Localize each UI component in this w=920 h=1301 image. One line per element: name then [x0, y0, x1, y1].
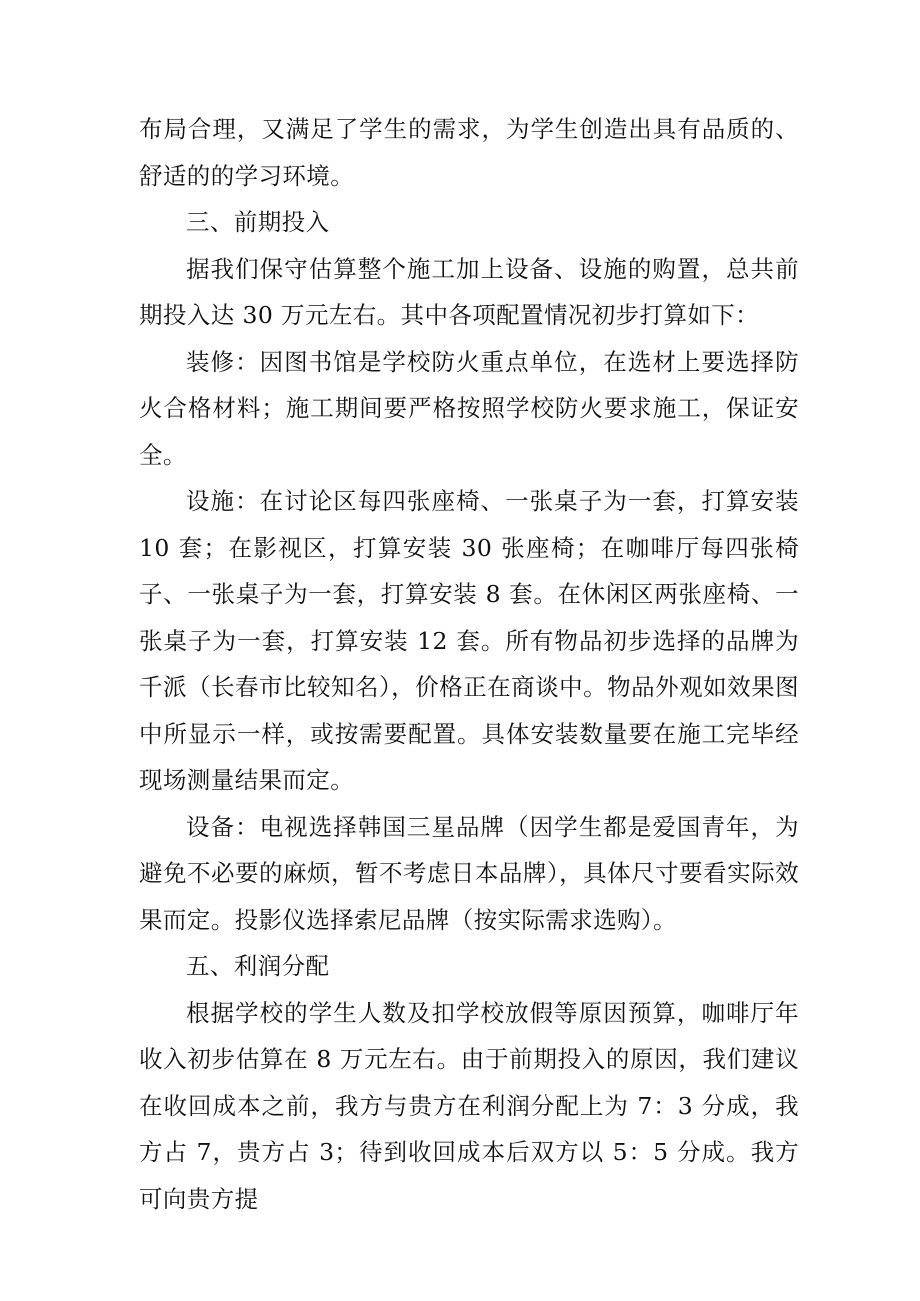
paragraph-equipment: 设备：电视选择韩国三星品牌（因学生都是爱国青年，为避免不必要的麻烦，暂不考虑日本品牌），具体尺寸要看实际效果而定。投影仪选择索尼品牌（按实际需求选购）。 [139, 812, 799, 934]
paragraph-facilities: 设施：在讨论区每四张座椅、一张桌子为一套，打算安装 10 套；在影视区，打算安装 30 张座椅；在咖啡厅每四张椅子、一张桌子为一套，打算安装 8 套。在休闲区两张座椅、一张桌子为一套，打算安装 12 套。所有物品初步选择的品牌为千派（长春市比较知名），价格正在商谈中。物品外观如效果图中所显示一样，或按需要配置。具体安装数量要在施工完毕经现场测量结果而定。 [139, 487, 799, 794]
section-heading-initial-investment: 三、前期投入 [186, 208, 330, 236]
paragraph-continuation: 布局合理，又满足了学生的需求，为学生创造出具有品质的、舒适的的学习环境。 [139, 115, 799, 190]
paragraph-profit-distribution: 根据学校的学生人数及扣学校放假等原因预算，咖啡厅年收入初步估算在 8 万元左右。由于前期投入的原因，我们建议在收回成本之前，我方与贵方在利润分配上为 7：3 分成，我方占 7，贵方占 3；待到收回成本后双方以 5：5 分成。我方可向贵方提 [139, 998, 799, 1213]
paragraph-investment-estimate: 据我们保守估算整个施工加上设备、设施的购置，总共前期投入达 30 万元左右。其中各项配置情况初步打算如下： [139, 254, 799, 329]
section-heading-profit-distribution: 五、利润分配 [186, 952, 330, 980]
document-body [139, 106, 799, 1222]
paragraph-decoration: 装修：因图书馆是学校防火重点单位，在选材上要选择防火合格材料；施工期间要严格按照学校防火要求施工，保证安全。 [139, 347, 799, 469]
